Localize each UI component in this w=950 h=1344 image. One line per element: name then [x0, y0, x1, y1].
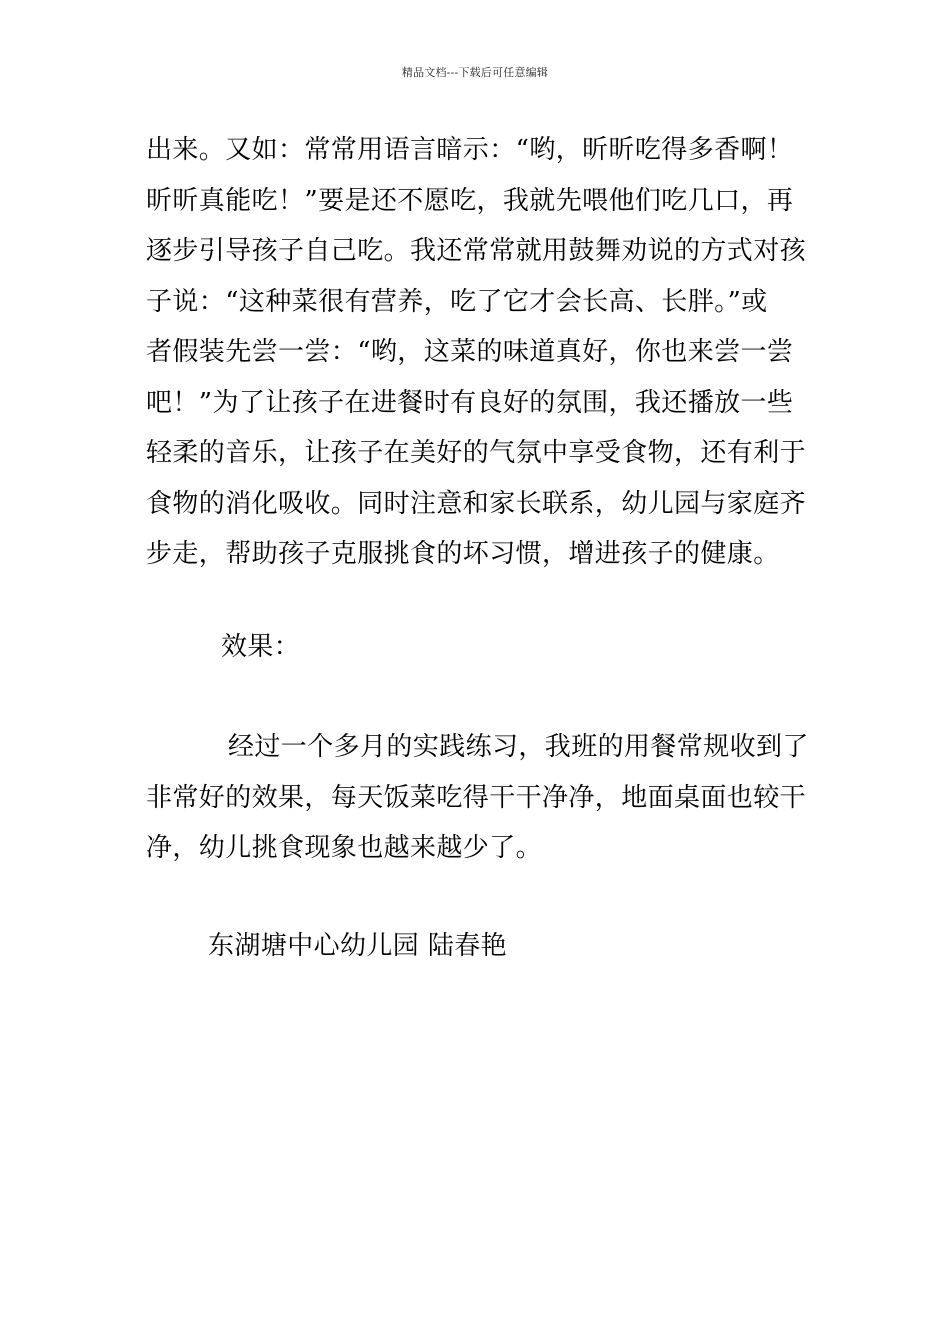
- effect-paragraph: [146, 722, 808, 874]
- author-signature: 东湖塘中心幼儿园 陆春艳: [208, 931, 508, 961]
- paragraph-line: 昕昕真能吃！”要是还不愿吃，我就先喂他们吃几口，再: [146, 185, 794, 216]
- section-heading: 效果：: [221, 632, 301, 662]
- paragraph-line: 轻柔的音乐，让孩子在美好的气氛中享受食物，还有利于: [146, 438, 807, 468]
- paragraph-line: 者假装先尝一尝：“哟，这菜的味道真好，你也来尝一尝: [146, 337, 794, 367]
- paragraph-line: 出来。又如：常常用语言暗示：“哟，昕昕吃得多香啊！: [146, 135, 794, 165]
- paragraph-line: 逐步引导孩子自己吃。我还常常就用鼓舞劝说的方式对孩: [146, 236, 807, 266]
- paragraph-line: 食物的消化吸收。同时注意和家长联系，幼儿园与家庭齐: [146, 488, 807, 519]
- paragraph-line: 吧！”为了让孩子在进餐时有良好的氛围，我还播放一些: [146, 387, 794, 418]
- paragraph-line: 非常好的效果，每天饭菜吃得干干净净，地面桌面也较干: [146, 782, 807, 813]
- body-paragraph: [146, 125, 808, 580]
- page-header: 精品文档---下载后可任意编辑: [401, 66, 549, 79]
- paragraph-line: 子说：“这种菜很有营养，吃了它才会长高、长胖。”或: [146, 286, 768, 317]
- paragraph-line: 步走，帮助孩子克服挑食的坏习惯，增进孩子的健康。: [146, 539, 780, 569]
- paragraph-line: 经过一个多月的实践练习，我班的用餐常规收到了: [228, 732, 809, 762]
- paragraph-line: 净，幼儿挑食现象也越来越少了。: [146, 833, 543, 863]
